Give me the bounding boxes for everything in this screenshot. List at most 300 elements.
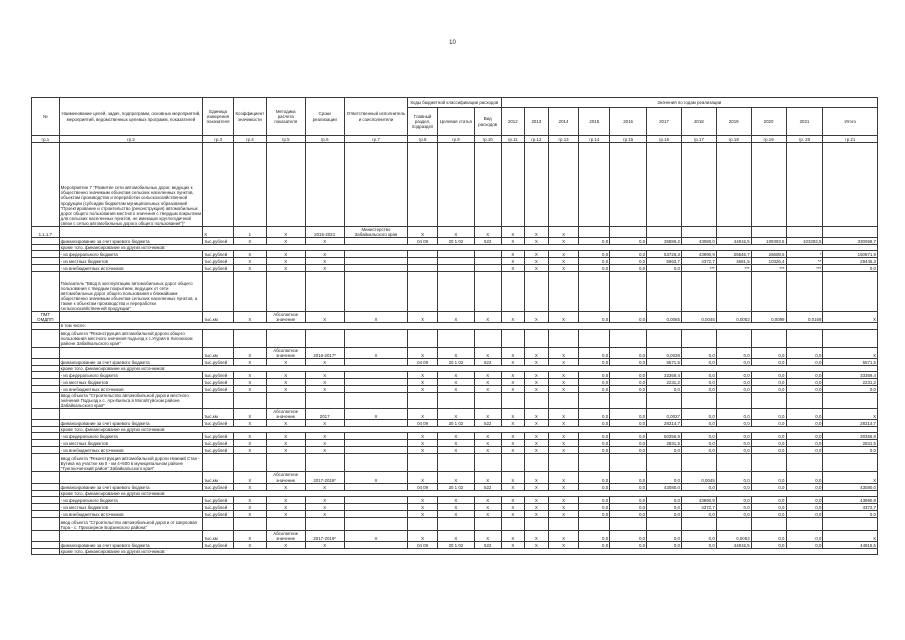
empty-cell <box>610 392 647 408</box>
empty-cell <box>344 143 408 227</box>
table-row <box>32 530 878 541</box>
row-gr: Х <box>408 440 438 447</box>
column-number: гр.1 <box>32 136 60 143</box>
empty-cell <box>266 517 305 530</box>
row-year-value: 0,0 <box>579 409 610 420</box>
row-gr: 04 09 <box>408 483 438 490</box>
column-number: гр.21 <box>823 136 878 143</box>
row-year-value: 0,0 <box>610 420 647 427</box>
row-name: - из местных бюджетов <box>59 258 203 265</box>
row-year-value: Х <box>501 378 525 385</box>
row-coef: Х <box>233 258 266 265</box>
row-resp <box>344 378 408 385</box>
empty-cell <box>823 454 878 472</box>
row-type: Х <box>474 433 501 440</box>
row-year-value: *** <box>681 265 716 272</box>
empty-cell <box>610 517 647 530</box>
row-coef: Х <box>233 312 266 323</box>
table-row <box>32 541 878 548</box>
empty-cell <box>408 392 438 408</box>
row-name: финансирование за счет краевого бюджета <box>59 483 203 490</box>
row-year-value: 0,0 <box>647 503 682 510</box>
row-target: Х <box>437 530 474 541</box>
row-coef: 1 <box>233 227 266 238</box>
row-year-value: 0,0 <box>786 385 823 392</box>
row-year-value: Х <box>548 409 579 420</box>
empty-cell <box>501 143 525 227</box>
row-year-value: 0,0 <box>751 530 786 541</box>
row-name: - из внебюджетных источников <box>59 510 203 517</box>
row-year-value <box>647 227 682 238</box>
row-resp: Х <box>344 347 408 358</box>
row-resp <box>344 258 408 265</box>
empty-cell <box>751 329 786 347</box>
row-type: 522 <box>474 420 501 427</box>
row-year-value: Х <box>548 433 579 440</box>
row-type: 522 <box>474 238 501 245</box>
row-year-value: Х <box>548 251 579 258</box>
row-year-value: Х <box>501 541 525 548</box>
row-year-value: *** <box>786 265 823 272</box>
row-year-value: 0,0 <box>751 371 786 378</box>
row-year-value: 0,0 <box>610 258 647 265</box>
empty-cell <box>501 329 525 347</box>
row-name: - из федерального бюджета <box>59 433 203 440</box>
row-description: Мероприятие 7 "Развитие сети автомобильных дорог, ведущих к общественно значимым объектам сельских населенных пунктов, объектам производства и переработки сельскохозяйственной продукции (субсидии бюджетам муниципальных образований "Проектирование и строительство (реконструкция) автомобильных дорог общего пользования местного значения с твердым покрытием для сельских населенных пунктов, не имеющих круглогодичной связи с сетью автомобильных дорого общего пользования")" <box>59 143 203 227</box>
row-year-value <box>751 227 786 238</box>
header-year: 2020 <box>751 108 786 136</box>
row-note: кроме того, финансирование из других источников: <box>59 548 877 554</box>
row-year-value <box>610 227 647 238</box>
row-resp <box>344 265 408 272</box>
row-year-value: Х <box>501 347 525 358</box>
row-term: Х <box>305 541 344 548</box>
empty-cell <box>681 517 716 530</box>
row-note: кроме того, финансирование из других источников: <box>59 245 877 251</box>
row-unit: тыс.рублей <box>203 238 234 245</box>
row-target: 20 1 02 <box>437 541 474 548</box>
row-coef: Х <box>233 541 266 548</box>
row-no <box>32 483 60 490</box>
empty-cell <box>525 454 549 472</box>
row-type: Х <box>474 347 501 358</box>
row-year-value: 0,0 <box>579 358 610 365</box>
row-year-value: 0,0 <box>786 503 823 510</box>
column-number: гр.18 <box>716 136 751 143</box>
row-year-value: Х <box>548 503 579 510</box>
row-year-value: Х <box>501 385 525 392</box>
row-method: Х <box>266 238 305 245</box>
header-year: 2015 <box>579 108 610 136</box>
row-name: - из местных бюджетов <box>59 440 203 447</box>
empty-cell <box>437 143 474 227</box>
row-no <box>32 420 60 427</box>
row-year-value: Х <box>548 347 579 358</box>
row-year-value: Х <box>548 371 579 378</box>
row-year-value: 0,0168 <box>786 312 823 323</box>
empty-cell <box>203 517 234 530</box>
row-type: Х <box>474 378 501 385</box>
row-target: 20 1 02 <box>437 238 474 245</box>
row-total: Х <box>823 347 878 358</box>
header-year: 2017 <box>647 108 682 136</box>
row-gr <box>408 265 438 272</box>
empty-cell <box>579 272 610 312</box>
empty-cell <box>579 329 610 347</box>
row-year-value: 26608,5 <box>751 251 786 258</box>
row-year-value: 50356,9 <box>647 433 682 440</box>
row-year-value: 0,0 <box>610 378 647 385</box>
row-coef: Х <box>233 483 266 490</box>
empty-cell <box>474 517 501 530</box>
description-row <box>32 517 878 530</box>
row-year-value: 0,0 <box>716 385 751 392</box>
row-year-value: Х <box>548 472 579 483</box>
row-year-value: Х <box>525 238 549 245</box>
table-header <box>32 98 878 143</box>
row-gr: Х <box>408 433 438 440</box>
empty-cell <box>647 143 682 227</box>
empty-cell <box>408 517 438 530</box>
row-term: Х <box>305 440 344 447</box>
row-type <box>474 265 501 272</box>
row-gr <box>408 251 438 258</box>
row-year-value: 0,0 <box>610 503 647 510</box>
row-resp <box>344 358 408 365</box>
row-total: 30356,9 <box>823 433 878 440</box>
row-year-value: Х <box>548 420 579 427</box>
empty-cell <box>823 392 878 408</box>
column-number: гр.19 <box>751 136 786 143</box>
row-method: Абсолютное значение <box>266 472 305 483</box>
row-year-value: Х <box>501 358 525 365</box>
row-resp <box>344 420 408 427</box>
empty-cell <box>474 392 501 408</box>
empty-cell <box>786 329 823 347</box>
row-resp <box>344 371 408 378</box>
row-method: Х <box>266 541 305 548</box>
row-resp <box>344 503 408 510</box>
row-name: - из внебюджетных источников <box>59 265 203 272</box>
row-total: 28314,7 <box>823 420 878 427</box>
row-no <box>32 447 60 454</box>
row-year-value: Х <box>548 238 579 245</box>
empty-cell <box>647 329 682 347</box>
row-year-value: * <box>786 251 823 258</box>
empty-cell <box>344 272 408 312</box>
row-coef: Х <box>233 433 266 440</box>
row-year-value: Х <box>525 312 549 323</box>
empty-cell <box>579 143 610 227</box>
empty-cell <box>474 329 501 347</box>
row-type: Х <box>474 510 501 517</box>
row-year-value: Х <box>548 541 579 548</box>
row-year-value: Х <box>548 440 579 447</box>
row-year-value: Х <box>501 238 525 245</box>
row-year-value: 0,0 <box>716 409 751 420</box>
row-coef: Х <box>233 347 266 358</box>
table-row <box>32 378 878 385</box>
header-budget-codes: Коды бюджетной классификации расходов <box>408 98 501 108</box>
empty-cell <box>610 143 647 227</box>
row-total: 33369,4 <box>823 371 878 378</box>
row-year-value: 0,0 <box>610 385 647 392</box>
row-year-value: 0,0053 <box>716 530 751 541</box>
row-year-value: Х <box>501 251 525 258</box>
row-year-value: Х <box>501 433 525 440</box>
row-year-value: 0,0 <box>610 483 647 490</box>
column-number: гр.16 <box>647 136 682 143</box>
row-no <box>32 530 60 541</box>
row-target: Х <box>437 371 474 378</box>
row-year-value: 0,0 <box>579 238 610 245</box>
row-year-value: Х <box>525 496 549 503</box>
row-year-value: Х <box>525 265 549 272</box>
header-type: Вид расходов <box>474 108 501 136</box>
row-coef: Х <box>233 409 266 420</box>
row-year-value: 0,0 <box>716 503 751 510</box>
row-year-value: Х <box>501 420 525 427</box>
empty-cell <box>681 329 716 347</box>
empty-cell <box>203 392 234 408</box>
row-year-value: 0,0 <box>579 541 610 548</box>
column-number: гр.6 <box>305 136 344 143</box>
row-year-value: Х <box>525 358 549 365</box>
row-total: Х <box>823 312 878 323</box>
empty-cell <box>437 454 474 472</box>
column-number: гр.3 <box>203 136 234 143</box>
row-year-value <box>681 227 716 238</box>
row-year-value <box>716 227 751 238</box>
row-name: - из местных бюджетов <box>59 503 203 510</box>
table-row <box>32 265 878 272</box>
row-year-value: 5963,7 <box>647 258 682 265</box>
row-method: Х <box>266 510 305 517</box>
row-year-value: 0,0 <box>786 483 823 490</box>
row-year-value: 0,0 <box>647 496 682 503</box>
row-year-value: Х <box>501 503 525 510</box>
row-target: Х <box>437 378 474 385</box>
row-coef: Х <box>233 238 266 245</box>
row-gr: Х <box>408 347 438 358</box>
row-total: 150871,9 <box>823 251 878 258</box>
row-gr: Х <box>408 378 438 385</box>
row-total: Х <box>823 472 878 483</box>
row-term: Х <box>305 378 344 385</box>
row-no <box>32 358 60 365</box>
row-year-value: Х <box>525 371 549 378</box>
row-no <box>32 548 60 554</box>
row-year-value: 0,0 <box>579 385 610 392</box>
empty-cell <box>305 272 344 312</box>
row-year-value: 0,0 <box>610 265 647 272</box>
row-total: 0,0 <box>823 265 878 272</box>
row-year-value: Х <box>525 440 549 447</box>
row-year-value: 0,0 <box>751 447 786 454</box>
row-resp: Х <box>344 472 408 483</box>
row-year-value: 0,0045 <box>681 312 716 323</box>
row-year-value: ** <box>786 258 823 265</box>
row-year-value: Х <box>548 358 579 365</box>
empty-cell <box>786 454 823 472</box>
empty-cell <box>525 272 549 312</box>
row-unit: тыс.рублей <box>203 420 234 427</box>
empty-cell <box>233 329 266 347</box>
page-number: 10 <box>449 40 456 46</box>
row-year-value: 0,0 <box>786 347 823 358</box>
row-total: 2231,2 <box>823 378 878 385</box>
row-name: - из местных бюджетов <box>59 378 203 385</box>
row-target: Х <box>437 510 474 517</box>
row-year-value: 0,0 <box>579 530 610 541</box>
header-year: 2012 <box>501 108 525 136</box>
column-number: гр.14 <box>579 136 610 143</box>
row-method: Х <box>266 385 305 392</box>
row-term: Х <box>305 258 344 265</box>
row-coef: Х <box>233 530 266 541</box>
empty-cell <box>647 517 682 530</box>
empty-cell <box>203 143 234 227</box>
empty-cell <box>647 272 682 312</box>
row-year-value: 0,0 <box>579 433 610 440</box>
row-year-value: 0,0 <box>716 371 751 378</box>
row-coef: Х <box>233 385 266 392</box>
row-unit: тыс.рублей <box>203 440 234 447</box>
row-year-value: 4372,7 <box>681 503 716 510</box>
row-target <box>437 258 474 265</box>
row-year-value: Х <box>525 541 549 548</box>
row-note: кроме того, финансирование из других источников: <box>59 365 877 371</box>
row-year-value: Х <box>501 447 525 454</box>
empty-cell <box>647 392 682 408</box>
empty-cell <box>203 329 234 347</box>
row-method: Х <box>266 420 305 427</box>
row-year-value: 0,0045 <box>681 472 716 483</box>
row-year-value: 0,0 <box>610 496 647 503</box>
empty-cell <box>681 272 716 312</box>
empty-cell <box>305 143 344 227</box>
empty-cell <box>437 329 474 347</box>
row-type <box>474 251 501 258</box>
row-total: 4372,7 <box>823 503 878 510</box>
row-year-value: 0,0 <box>751 420 786 427</box>
row-unit: тыс.рублей <box>203 265 234 272</box>
row-year-value: Х <box>501 371 525 378</box>
row-resp <box>344 541 408 548</box>
row-year-value: 0,0 <box>579 347 610 358</box>
row-name: финансирование за счет краевого бюджета <box>59 358 203 365</box>
table-row <box>32 483 878 490</box>
header-coef: Коэффициент значимости <box>233 98 266 136</box>
row-year-value: 0,0 <box>681 347 716 358</box>
row-name: финансирование за счет краевого бюджета <box>59 420 203 427</box>
row-resp <box>344 385 408 392</box>
row-year-value: 0,0 <box>751 385 786 392</box>
row-gr: Х <box>408 312 438 323</box>
empty-cell <box>203 454 234 472</box>
table-row <box>32 358 878 365</box>
row-year-value: Х <box>525 347 549 358</box>
row-resp <box>344 238 408 245</box>
empty-cell <box>786 517 823 530</box>
empty-cell <box>437 392 474 408</box>
row-unit: тыс.рублей <box>203 378 234 385</box>
table-body <box>32 143 878 555</box>
row-year-value: Х <box>548 227 579 238</box>
row-type: Х <box>474 530 501 541</box>
row-year-value: 0,0 <box>681 541 716 548</box>
empty-cell <box>823 517 878 530</box>
row-year-value: 0,0 <box>681 358 716 365</box>
empty-cell <box>579 454 610 472</box>
row-target: Х <box>437 312 474 323</box>
row-name <box>59 472 203 483</box>
row-unit: тыс.км <box>203 347 234 358</box>
row-year-value: Х <box>525 433 549 440</box>
empty-cell <box>305 517 344 530</box>
column-number: гр.15 <box>610 136 647 143</box>
row-year-value: 10326,4 <box>751 258 786 265</box>
row-target: Х <box>437 447 474 454</box>
empty-cell <box>233 392 266 408</box>
empty-cell <box>823 272 878 312</box>
row-target <box>437 265 474 272</box>
row-year-value: 0,0 <box>786 358 823 365</box>
row-term: Х <box>305 483 344 490</box>
row-year-value: 0,0 <box>579 483 610 490</box>
row-unit: тыс.км <box>203 409 234 420</box>
empty-cell <box>548 517 579 530</box>
row-total: 0,0 <box>823 385 878 392</box>
header-target: Целевая статья <box>437 108 474 136</box>
row-year-value: Х <box>525 378 549 385</box>
row-year-value: 0,0 <box>751 510 786 517</box>
row-year-value: 0,0 <box>786 541 823 548</box>
row-name: - из внебюджетных источников <box>59 385 203 392</box>
row-year-value: 0,0 <box>579 378 610 385</box>
row-year-value: Х <box>525 227 549 238</box>
row-total: 44915,5 <box>823 541 878 548</box>
row-total: 5571,5 <box>823 358 878 365</box>
row-method: Х <box>266 440 305 447</box>
row-coef: Х <box>233 378 266 385</box>
row-coef: Х <box>233 472 266 483</box>
row-year-value: 0,0 <box>786 371 823 378</box>
row-type: Х <box>474 227 501 238</box>
row-target: Х <box>437 385 474 392</box>
empty-cell <box>786 143 823 227</box>
row-year-value: 0,0 <box>716 496 751 503</box>
row-year-value: *** <box>716 265 751 272</box>
row-year-value: 0,0 <box>786 420 823 427</box>
row-year-value: 43990,9 <box>681 496 716 503</box>
row-note: кроме того, финансирование из других источников: <box>59 427 877 433</box>
row-target <box>437 251 474 258</box>
row-year-value: 53726,3 <box>647 251 682 258</box>
row-resp <box>344 510 408 517</box>
header-gr: Главный раздел, подраздел <box>408 108 438 136</box>
row-year-value: 0,0 <box>786 433 823 440</box>
row-name <box>59 409 203 420</box>
column-numbers-row <box>32 136 878 143</box>
row-total: Х <box>823 530 878 541</box>
row-resp: Х <box>344 312 408 323</box>
row-name: финансирование за счет краевого бюджета <box>59 238 203 245</box>
row-year-value: Х <box>525 510 549 517</box>
row-total: 0,0 <box>823 510 878 517</box>
row-year-value: 0,0 <box>579 312 610 323</box>
row-no <box>32 440 60 447</box>
